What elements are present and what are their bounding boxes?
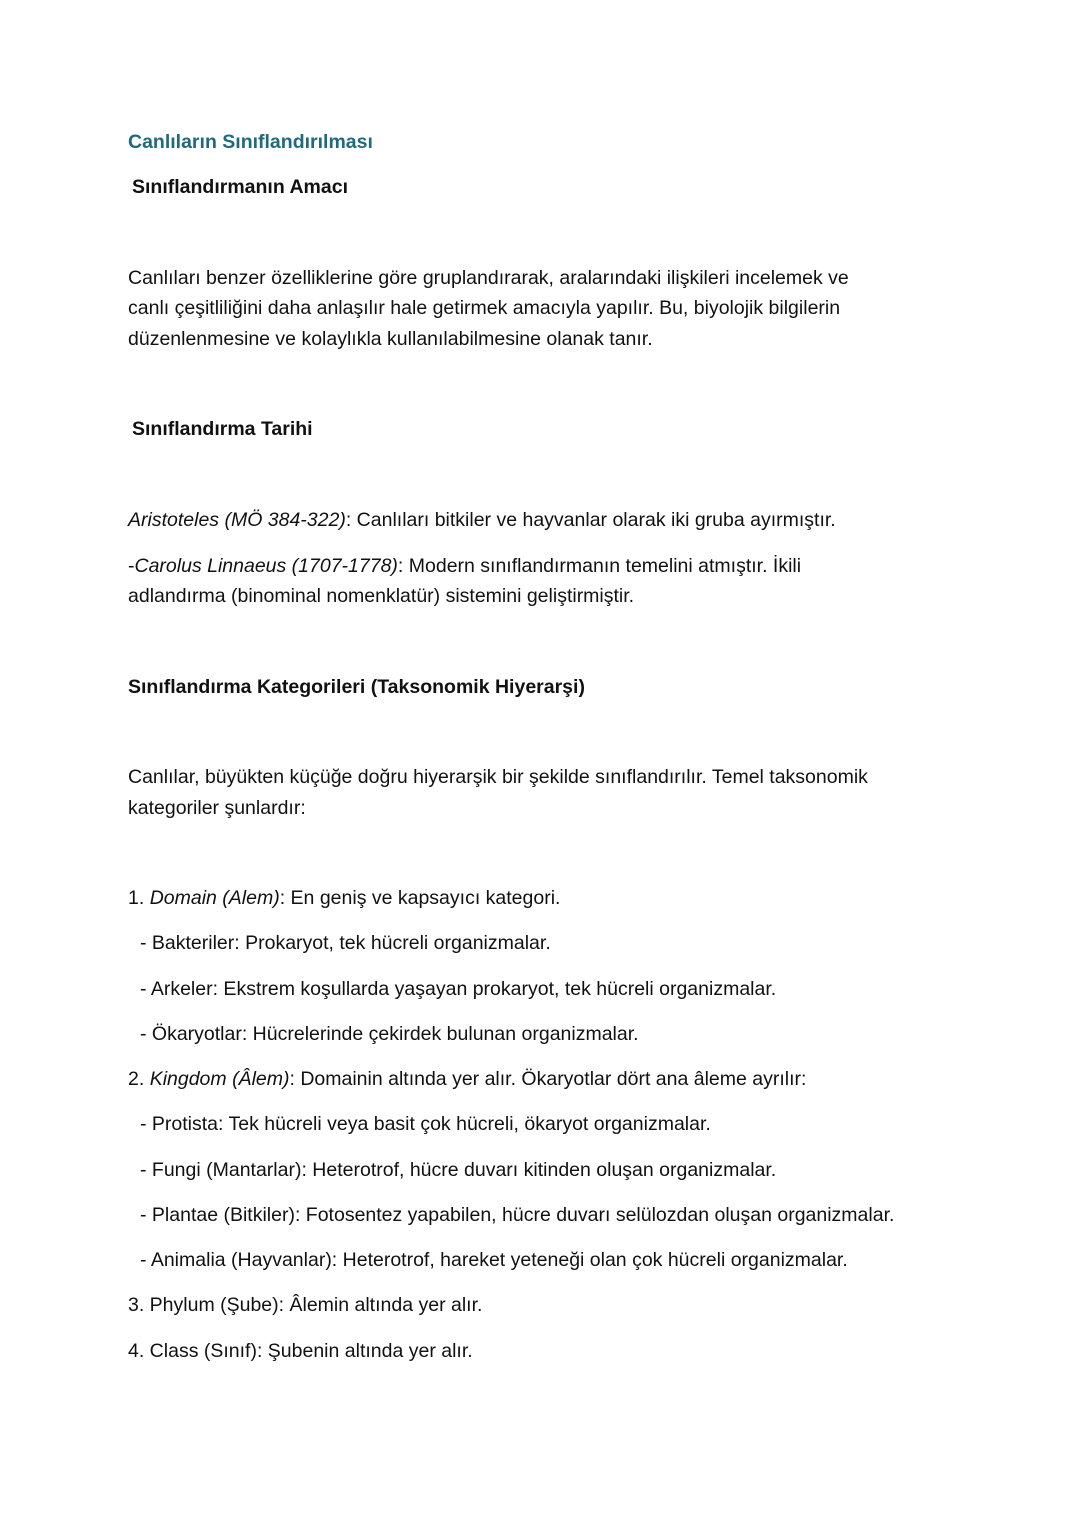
categories-intro-line: kategoriler şunlardır:	[128, 797, 306, 819]
list-item-phylum: 3. Phylum (Şube): Âlemin altında yer alır.	[128, 1294, 483, 1316]
list-subitem: - Ökaryotlar: Hücrelerinde çekirdek bulunan organizmalar.	[140, 1023, 639, 1045]
linnaeus-name: Carolus Linnaeus (1707-1778)	[134, 555, 398, 577]
linnaeus-prefix: -	[128, 555, 135, 577]
section-heading-purpose: Sınıflandırmanın Amacı	[132, 176, 348, 198]
domain-term: Domain (Alem)	[149, 887, 280, 909]
domain-text: : En geniş ve kapsayıcı kategori.	[279, 887, 561, 909]
history-linnaeus	[128, 554, 801, 578]
history-linnaeus-line2: adlandırma (binominal nomenklatür) sistemini geliştirmiştir.	[128, 585, 635, 607]
list-item-class: 4. Class (Sınıf): Şubenin altında yer alır.	[128, 1340, 473, 1362]
categories-intro-line: Canlılar, büyükten küçüğe doğru hiyerarşik bir şekilde sınıflandırılır. Temel taksonomik	[128, 766, 868, 788]
list-item-kingdom	[128, 1067, 806, 1091]
kingdom-number: 2.	[128, 1068, 150, 1090]
paragraph-line: canlı çeşitliliğini daha anlaşılır hale getirmek amacıyla yapılır. Bu, biyolojik bilgilerin	[128, 297, 841, 319]
kingdom-term: Kingdom (Âlem)	[149, 1068, 290, 1090]
list-subitem: - Fungi (Mantarlar): Heterotrof, hücre duvarı kitinden oluşan organizmalar.	[140, 1159, 777, 1181]
paragraph-line: Canlıları benzer özelliklerine göre gruplandırarak, aralarındaki ilişkileri incelemek ve	[128, 267, 849, 289]
section-heading-categories: Sınıflandırma Kategorileri (Taksonomik Hiyerarşi)	[128, 676, 585, 698]
aristoteles-name: Aristoteles (MÖ 384-322)	[128, 509, 346, 531]
linnaeus-text: : Modern sınıflandırmanın temelini atmıştır. İkili	[397, 555, 802, 577]
list-subitem: - Bakteriler: Prokaryot, tek hücreli organizmalar.	[140, 932, 551, 954]
list-subitem: - Arkeler: Ekstrem koşullarda yaşayan prokaryot, tek hücreli organizmalar.	[140, 978, 777, 1000]
document-title: Canlıların Sınıflandırılması	[128, 131, 373, 153]
history-aristoteles	[128, 508, 836, 532]
kingdom-text: : Domainin altında yer alır. Ökaryotlar dört ana âleme ayrılır:	[289, 1068, 807, 1090]
list-subitem: - Animalia (Hayvanlar): Heterotrof, hareket yeteneği olan çok hücreli organizmalar.	[140, 1249, 848, 1271]
list-subitem: - Plantae (Bitkiler): Fotosentez yapabilen, hücre duvarı selülozdan oluşan organizmalar.	[140, 1204, 895, 1226]
list-item-domain	[128, 886, 560, 910]
list-subitem: - Protista: Tek hücreli veya basit çok hücreli, ökaryot organizmalar.	[140, 1113, 711, 1135]
domain-number: 1.	[128, 887, 150, 909]
aristoteles-text: : Canlıları bitkiler ve hayvanlar olarak iki gruba ayırmıştır.	[345, 509, 836, 531]
paragraph-line: düzenlenmesine ve kolaylıkla kullanılabilmesine olanak tanır.	[128, 328, 653, 350]
section-heading-history: Sınıflandırma Tarihi	[132, 418, 313, 440]
